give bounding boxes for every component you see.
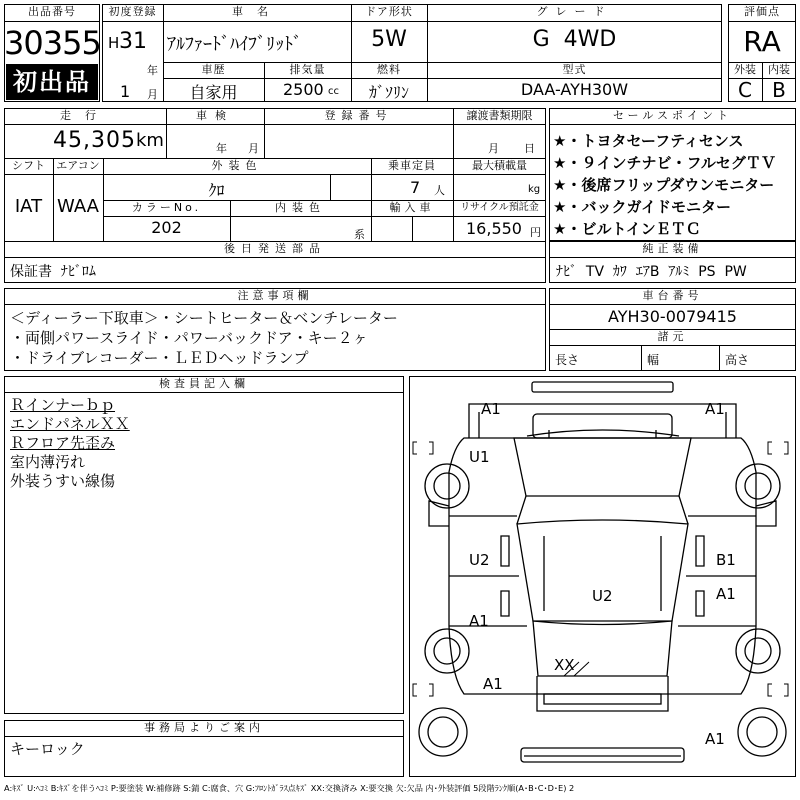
- int-color-label: 内装色: [275, 201, 326, 214]
- plate-label: 登録番号: [324, 109, 393, 122]
- ac-value: WAA: [57, 196, 99, 217]
- notes-line: ・ドライブレコーダー・ＬＥＤヘッドランプ: [10, 349, 309, 367]
- front-left-wheel: [425, 464, 469, 508]
- spare-wheel-left: [419, 708, 467, 756]
- length-label: 長さ: [555, 353, 580, 367]
- color-no-label: カラーNo.: [131, 201, 202, 214]
- capacity-label: 乗車定員: [388, 159, 436, 172]
- interior-score: B: [772, 78, 786, 102]
- load-label: 最大積載量: [472, 159, 527, 172]
- door-label: ドア形状: [365, 5, 413, 18]
- office-label: 事務局よりご案内: [144, 721, 264, 734]
- sales-point-item: ★・９インチナビ・フルセグＴＶ: [553, 154, 776, 172]
- transfer-label: 譲渡書類期限: [466, 109, 533, 122]
- spare-wheel-right: [738, 708, 786, 756]
- ac-label: エアコン: [56, 159, 100, 172]
- car-diagram: [409, 376, 796, 777]
- capacity-value: 7: [410, 178, 421, 197]
- front-bumper-outline: [532, 382, 673, 392]
- inspection-year-unit: 年: [216, 142, 227, 155]
- mark-front-left: A1: [481, 400, 501, 418]
- front-grille: [533, 414, 672, 438]
- model-value: DAA-AYH30W: [520, 80, 629, 99]
- interior-label: 内装: [768, 63, 790, 76]
- mark-rear-left: A1: [483, 675, 503, 693]
- inspection-month-unit: 月: [248, 142, 259, 155]
- mark-roof: U2: [592, 587, 613, 605]
- front-right-wheel: [736, 464, 780, 508]
- rear-lower-bumper: [521, 748, 684, 762]
- recycle-label: リサイクル預託金: [460, 202, 539, 213]
- height-label: 高さ: [725, 353, 750, 367]
- fuel-label: 燃料: [377, 63, 401, 76]
- shift-value: IAT: [14, 196, 43, 217]
- history-value: 自家用: [189, 83, 238, 102]
- exterior-label: 外装: [734, 63, 756, 76]
- dims-label: 諸元: [657, 330, 688, 343]
- front-end-outline: [469, 404, 736, 438]
- recycle-value: 16,550: [466, 219, 522, 238]
- mark-left-front-door: U2: [469, 551, 490, 569]
- post-parts-value: 保証書 ﾅﾋﾞﾛﾑ: [10, 264, 96, 280]
- history-label: 車歴: [201, 63, 226, 76]
- first-reg-label: 初度登録: [108, 5, 157, 18]
- width-label: 幅: [647, 353, 660, 367]
- lot-number-label: 出品番号: [28, 5, 76, 18]
- inspector-line: Ｒフロア先歪み: [10, 434, 116, 452]
- inspection-label: 車検: [196, 109, 234, 122]
- mark-right-rear-door: A1: [716, 585, 736, 603]
- ext-color-value: ｸﾛ: [208, 181, 225, 200]
- load-unit: kg: [528, 184, 541, 195]
- inspector-line: 外装うすい線傷: [10, 472, 116, 490]
- mark-right-front-door: B1: [716, 551, 736, 569]
- office-value: キーロック: [10, 740, 85, 758]
- first-listing-label: 初出品: [13, 68, 91, 96]
- notes-line: ＜ディーラー下取車＞・シートヒーター＆ベンチレーター: [10, 309, 398, 327]
- import-label: 輸入車: [389, 201, 435, 214]
- sales-point-item: ★・ビルトインＥＴＣ: [553, 220, 701, 238]
- equipment-value: ﾅﾋﾞ TV ｶﾜ ｴｱB ｱﾙﾐ PS PW: [556, 264, 747, 280]
- shift-label: シフト: [12, 159, 45, 172]
- recycle-unit: 円: [530, 226, 541, 239]
- sales-point-item: ★・バックガイドモニター: [553, 198, 731, 216]
- mileage-value: 45,305: [53, 128, 136, 153]
- notes-label: 注意事項欄: [237, 289, 313, 302]
- sales-point-item: ★・トヨタセーフティセンス: [553, 132, 744, 150]
- inspector-line: 室内薄汚れ: [10, 453, 86, 471]
- mileage-unit: km: [136, 130, 164, 151]
- int-color-unit: 系: [354, 228, 365, 241]
- score-label: 評価点: [744, 5, 780, 18]
- mark-front-left-fender: U1: [469, 448, 490, 466]
- ext-color-label: 外装色: [211, 159, 263, 172]
- grade-value: G 4WD: [532, 27, 617, 52]
- color-no-value: 202: [151, 218, 182, 237]
- mark-front-right: A1: [705, 400, 725, 418]
- mileage-label: 走行: [60, 109, 110, 122]
- month-unit: 月: [147, 88, 158, 101]
- exterior-score: C: [738, 78, 752, 102]
- inspector-line: Ｒインナーｂｐ: [10, 396, 116, 414]
- body-outline: [449, 438, 756, 694]
- rear-right-wheel: [736, 629, 780, 673]
- grade-label: グレード: [536, 5, 613, 18]
- inspector-label: 検査員記入欄: [159, 377, 249, 390]
- fuel-value: ｶﾞｿﾘﾝ: [368, 83, 409, 102]
- equipment-label: 純正装備: [642, 242, 703, 255]
- hood-outline: [514, 438, 691, 496]
- door-value: 5W: [371, 27, 407, 52]
- capacity-unit: 人: [434, 184, 445, 197]
- chassis-label: 車台番号: [642, 289, 703, 302]
- model-label: 型式: [562, 63, 587, 76]
- car-name: ｱﾙﾌｧｰﾄﾞﾊｲﾌﾞﾘｯﾄﾞ: [167, 34, 302, 55]
- era: H: [108, 34, 120, 52]
- roof-outline: [517, 520, 688, 625]
- displacement-label: 排気量: [289, 63, 326, 76]
- mark-left-rear-door: A1: [469, 612, 489, 630]
- inspector-line: エンドパネルＸＸ: [10, 415, 130, 433]
- score-value: RA: [743, 25, 781, 58]
- chassis-value: AYH30-0079415: [608, 307, 737, 326]
- month-value: 1: [120, 82, 131, 101]
- displacement-value: 2500: [283, 80, 324, 99]
- legend-text: A:ｷｽﾞ U:ﾍｺﾐ B:ｷｽﾞを伴うﾍｺﾐ P:要塗装 W:補修跡 S:錆 C:腐食、穴 G:ﾌﾛﾝﾄｶﾞﾗｽ点ｷｽﾞ XX:交換済み X:要交換 欠:欠品 内･外装評価 5段階ﾗﾝｸ順(A･B･C･D･E) 2: [4, 783, 575, 793]
- displacement-unit: cc: [328, 86, 339, 97]
- sales-point-item: ★・後席フリップダウンモニター: [553, 176, 775, 194]
- lot-number: 30355: [4, 24, 101, 62]
- transfer-day-unit: 日: [524, 142, 535, 155]
- year-unit: 年: [147, 64, 158, 77]
- post-parts-label: 後日発送部品: [224, 242, 326, 255]
- mark-rear-bumper: A1: [705, 730, 725, 748]
- transfer-month-unit: 月: [488, 142, 499, 155]
- mark-rear-floor: XX: [554, 656, 575, 674]
- year-value: 31: [119, 29, 147, 54]
- rear-left-wheel: [425, 629, 469, 673]
- sales-points-label: セールスポイント: [612, 109, 732, 122]
- car-name-label: 車名: [232, 5, 282, 18]
- notes-line: ・両側パワースライド・パワーバックドア・キー２ヶ: [10, 329, 368, 347]
